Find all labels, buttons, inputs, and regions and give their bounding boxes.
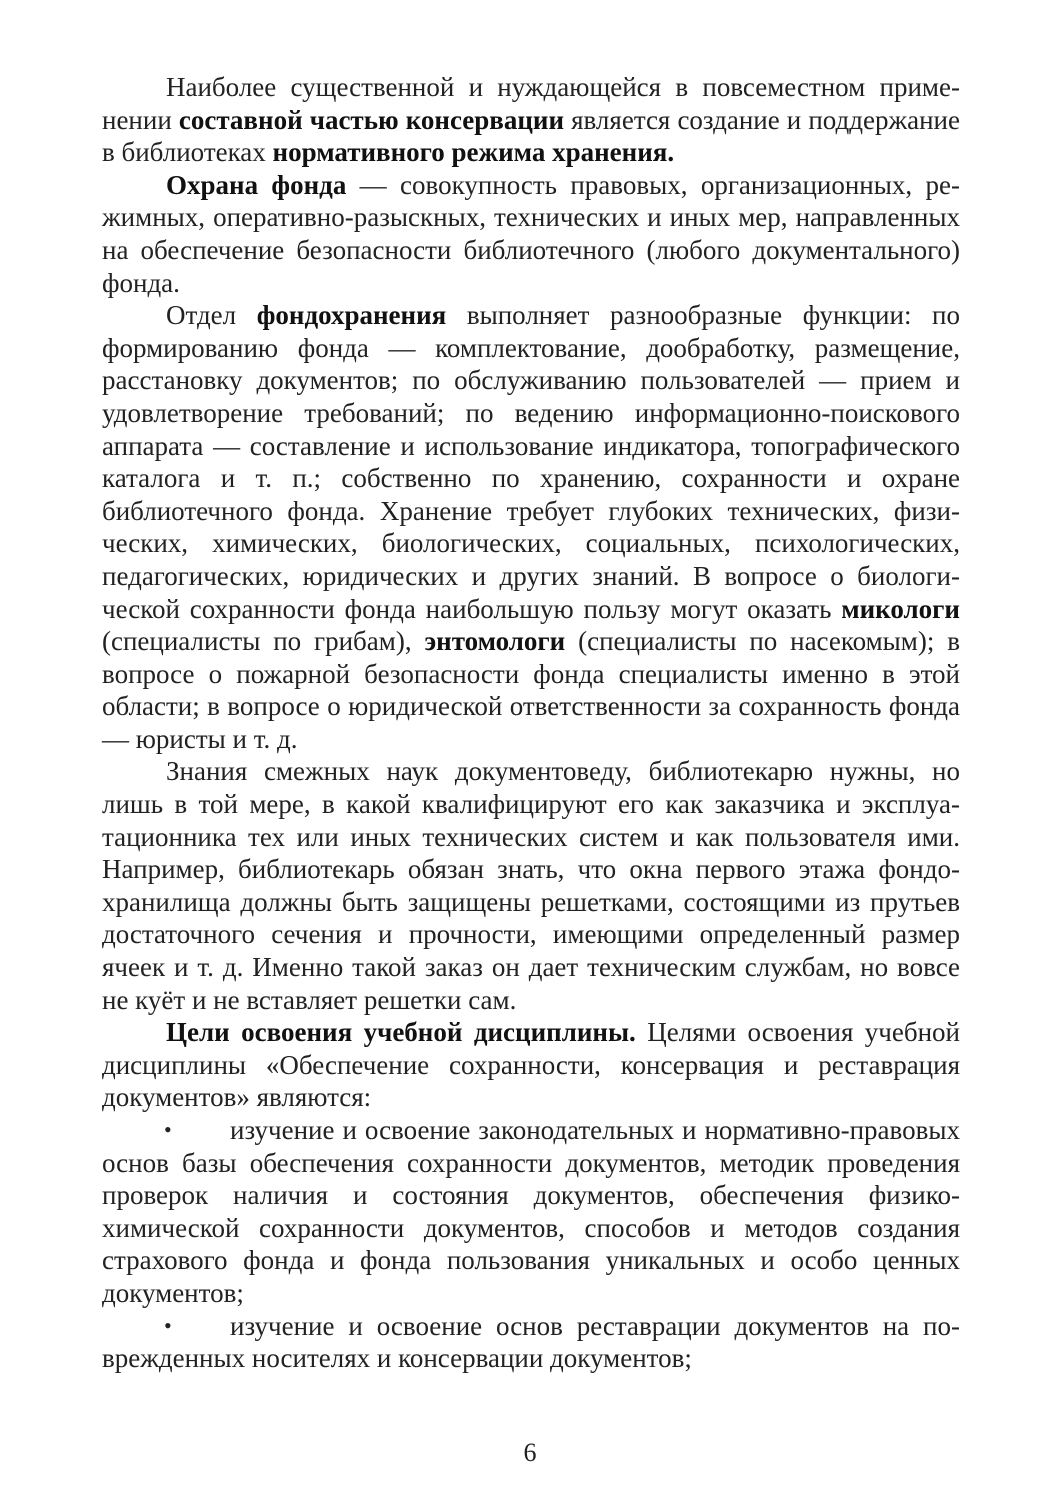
term-entomologists: энтомологи <box>424 626 566 657</box>
paragraph-course-goals: Цели освоения учебной дисциплины. Целями освоения учебной дисциплины «Обеспечение сохранности, консервация и реставрация документов» являются: <box>102 1017 960 1113</box>
bullet-icon: • <box>164 1312 172 1338</box>
term-fund-storage: фондохранения <box>256 300 447 331</box>
term-mycologists: микологи <box>841 593 960 624</box>
document-page <box>102 71 960 1375</box>
term-storage-regime: нормативного режима хранения. <box>272 137 675 168</box>
paragraph-storage-regime: Наиболее существенной и нуждающейся в повсеместном применении составной частью консервации является создание и поддержание в библиотеках нормативного режима хранения. <box>102 72 960 168</box>
page-number: 6 <box>523 1438 537 1467</box>
list-item: • изучение и освоение основ реставрации документов на поврежденных носителях и консервации документов; <box>102 1310 960 1374</box>
paragraph-related-sciences: Знания смежных наук документоведу, библиотекарю нужны, но лишь в той мере, в какой квалифицируют его как заказчика и эксплуатационника тех или иных технических систем и как пользователя ими. Например, библиотекарь обязан знать, что окна первого этажа фондохранилища должны быть защищены решетками, состоящими из прутьев достаточного сечения и прочности, имеющими определенный размер ячеек и т. д. Именно такой заказ он дает техническим службам, но вовсе не куёт и не вставляет решетки сам. <box>102 756 960 1015</box>
term-conservation-part: составной частью консервации <box>178 104 565 135</box>
term-course-goals: Цели освоения учебной дисциплины. <box>166 1017 636 1048</box>
bullet-icon: • <box>164 1117 172 1142</box>
term-fund-protection: Охрана фонда <box>166 169 347 200</box>
paragraph-fund-protection: Охрана фонда — совокупность правовых, организационных, режимных, оперативно-разыскных, технических и иных мер, направленных на обеспечение безопасности библиотечного (любого документального) фонда. <box>102 169 960 298</box>
list-item: • изучение и освоение законодательных и нормативно-правовых основ базы обеспечения сохранности документов, методик проведения проверок наличия и состояния документов, обеспечения физико-химической сохранности документов, способов и методов создания страхового фонда и фонда пользования уникальных и особо ценных документов; <box>102 1115 960 1308</box>
paragraph-storage-department: Отдел фондохранения выполняет разнообразные функции: по формированию фонда — комплектование, дообработку, размещение, расстановку документов; по обслуживанию пользователей — прием и удовлетворение требований; по ведению информационно-поискового аппарата — составление и использование индикатора, топографического каталога и т. п.; собственно по хранению, сохранности и охране библиотечного фонда. Хранение требует глубоких технических, физических, химических, биологических, социальных, психологических, педагогических, юридических и других знаний. В вопросе о биологической сохранности фонда наибольшую пользу могут оказать микологи (специалисты по грибам), энтомологи (специалисты по насекомым); в вопросе о пожарной безопасности фонда специалисты именно в этой области; в вопросе о юридической ответственности за сохранность фонда — юристы и т. д. <box>102 300 960 754</box>
